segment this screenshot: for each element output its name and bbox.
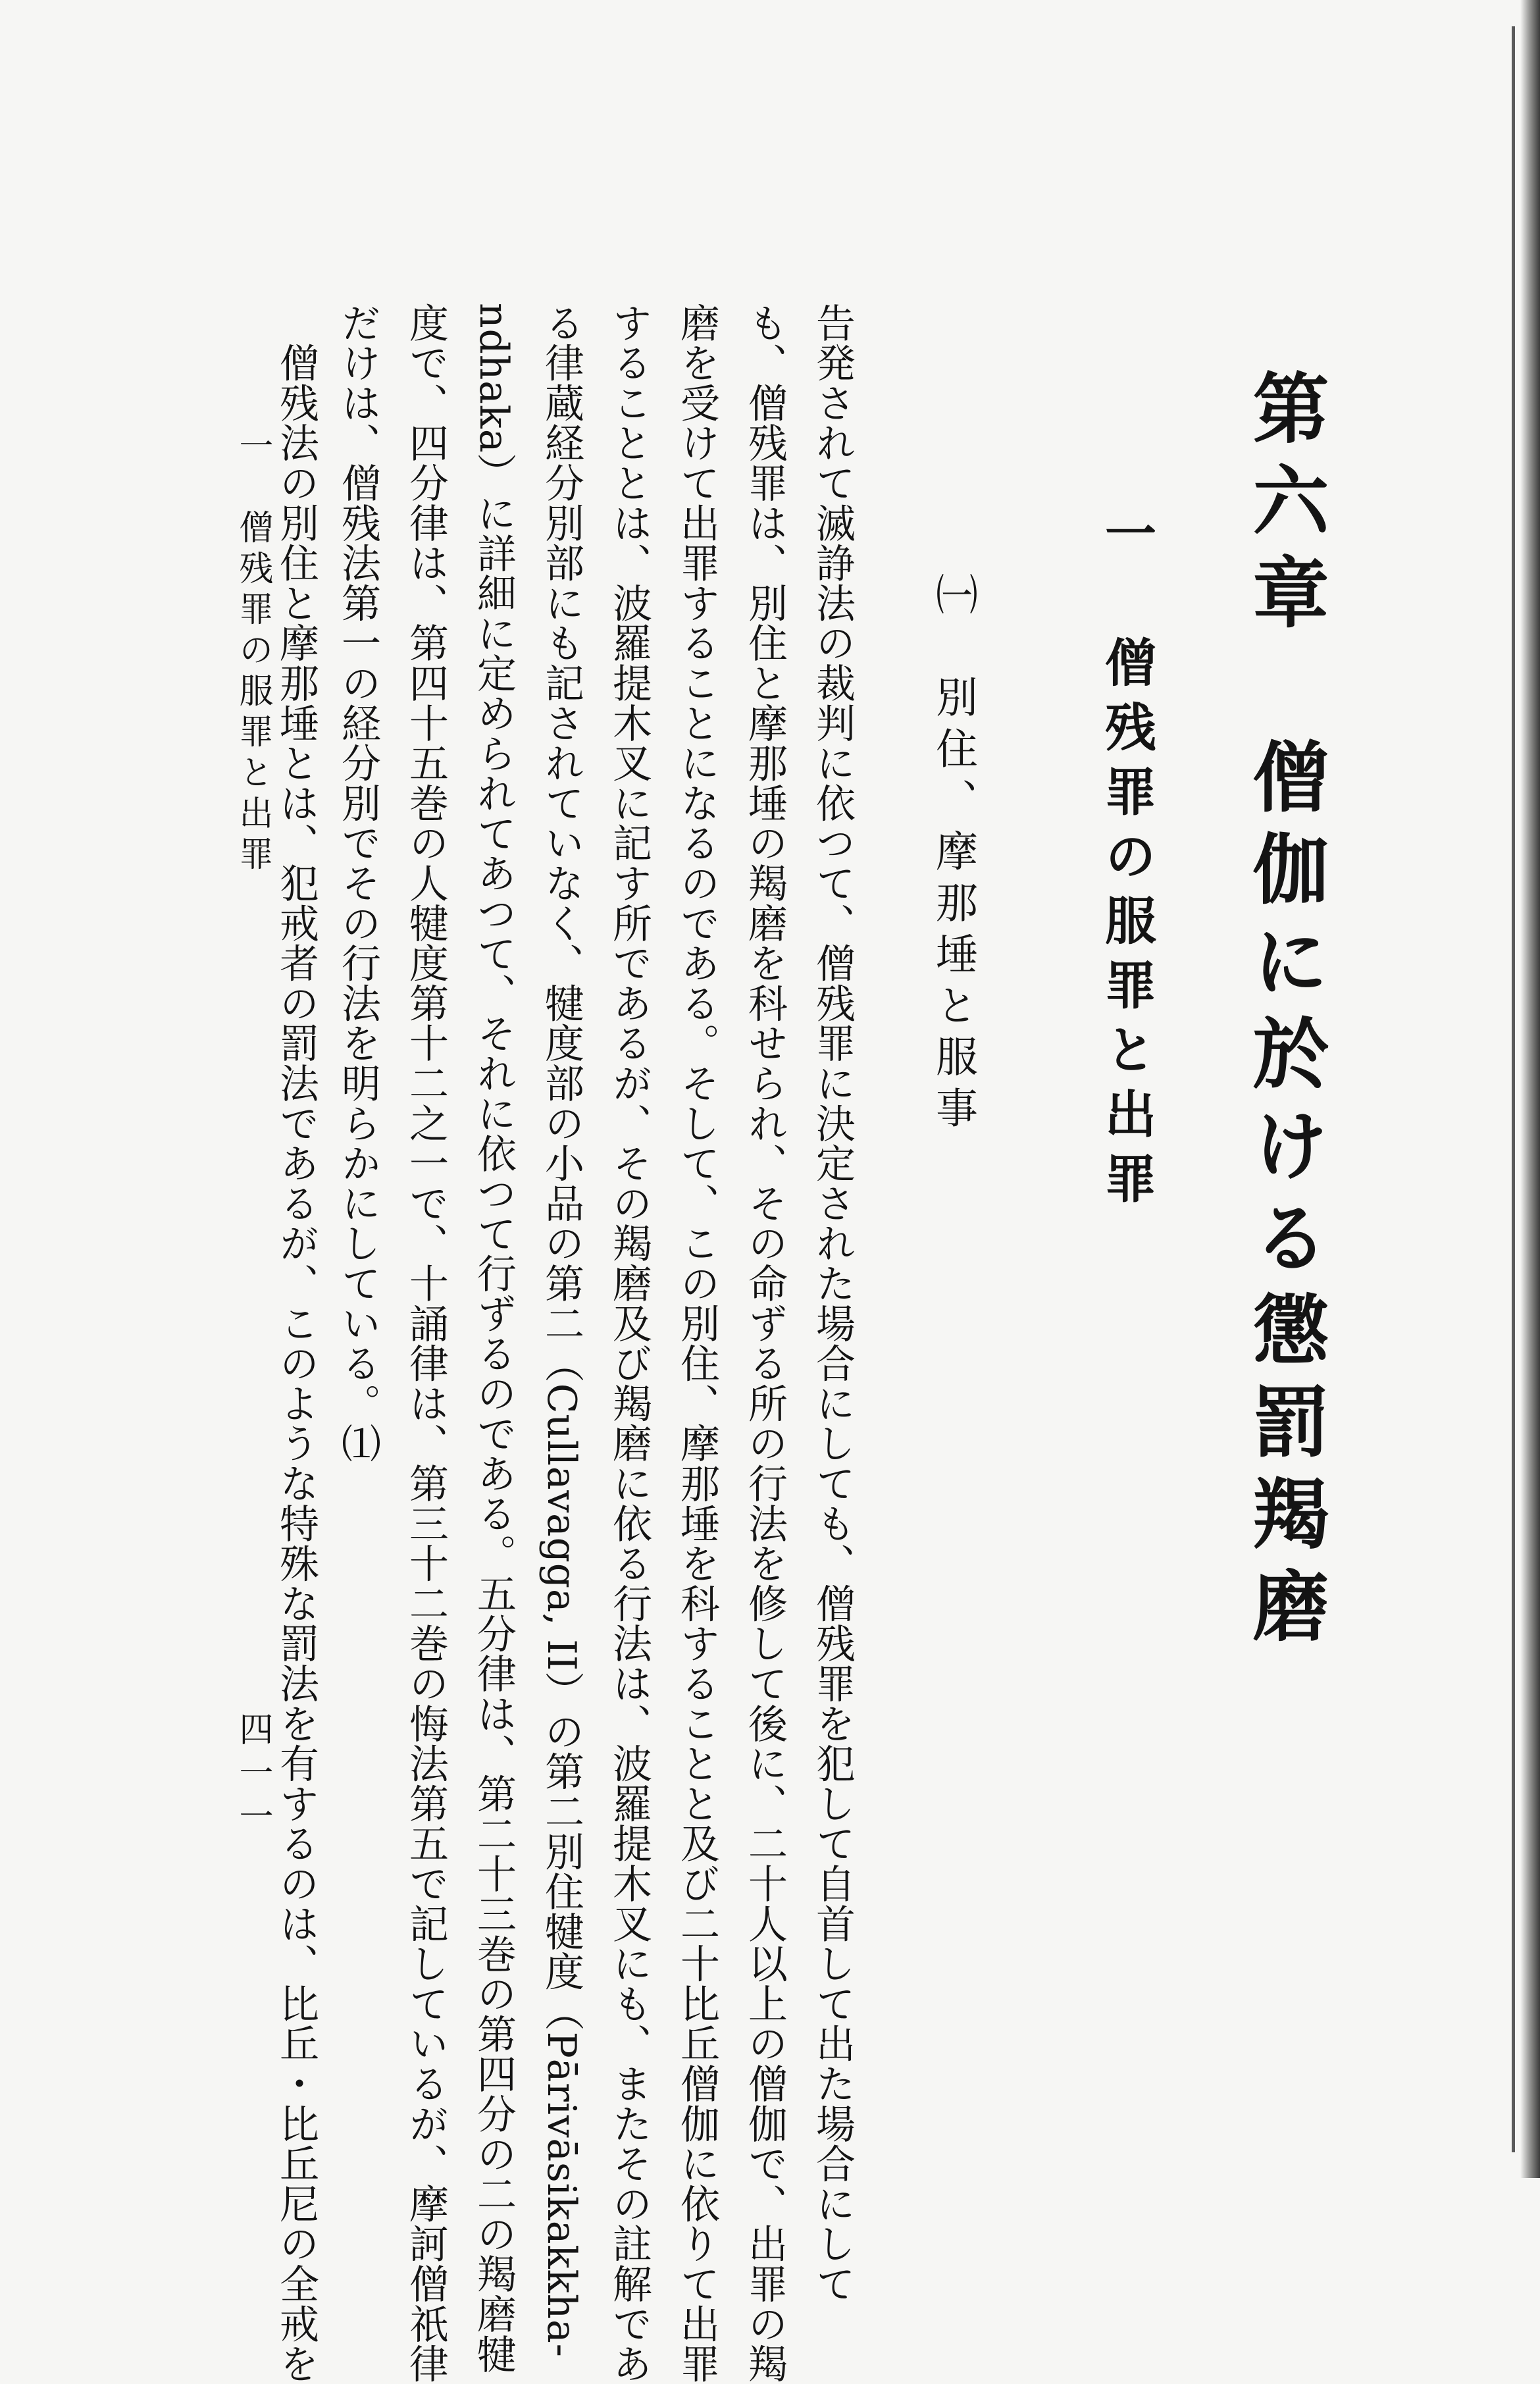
body-line: することとは、波羅提木叉に記す所であるが、その羯磨及び羯磨に依る行法は、波羅提木叉にも、またその註解であ <box>606 303 652 2384</box>
body-line: だけは、僧残法第一の経分別でその行法を明らかにしている。⑴ <box>335 303 381 1464</box>
body-line: 告発されて滅諍法の裁判に依つて、僧残罪に決定された場合にしても、僧残罪を犯して自首して出た場合にして <box>809 303 856 2304</box>
subsection-title: ㈠ 別住、摩那埵と服事 <box>929 573 977 1137</box>
body-line: 度で、四分律は、第四十五巻の人犍度第十二之一で、十誦律は、第三十二巻の悔法第五で記しているが、摩訶僧祇律 <box>403 303 449 2384</box>
running-head: 一 僧残罪の服罪と出罪 <box>233 428 272 877</box>
body-line: 僧残法の別住と摩那埵とは、犯戒者の罰法であるが、このような特殊な罰法を有するのは、比丘・比丘尼の全戒を <box>273 303 319 2384</box>
body-line: 磨を受けて出罪することになるのである。そして、この別住、摩那埵を科することと及び二十比丘僧伽に依りて出罪 <box>674 303 720 2384</box>
body-line: も、僧残罪は、別住と摩那埵の羯磨を科せられ、その命ずる所の行法を修して後に、二十人以上の僧伽で、出罪の羯 <box>742 303 788 2384</box>
page-edge-line <box>1512 26 1515 2152</box>
body-line: る律蔵経分別部にも記されていなく、犍度部の小品の第二（Cullavagga, II）の第二別住犍度（Pārivāsikakkha- <box>538 303 584 2358</box>
section-title: 一 僧残罪の服罪と出罪 <box>1096 507 1156 1216</box>
page-number: 四一一 <box>233 1711 272 1842</box>
page-edge-shadow <box>1520 0 1540 2178</box>
chapter-title: 第六章 僧伽に於ける懲罰羯磨 <box>1240 369 1329 1659</box>
body-line: ndhaka）に詳細に定められてあつて、それに依つて行ずるのである。五分律は、第二十三巻の第四分の二の羯磨犍 <box>471 303 517 2374</box>
